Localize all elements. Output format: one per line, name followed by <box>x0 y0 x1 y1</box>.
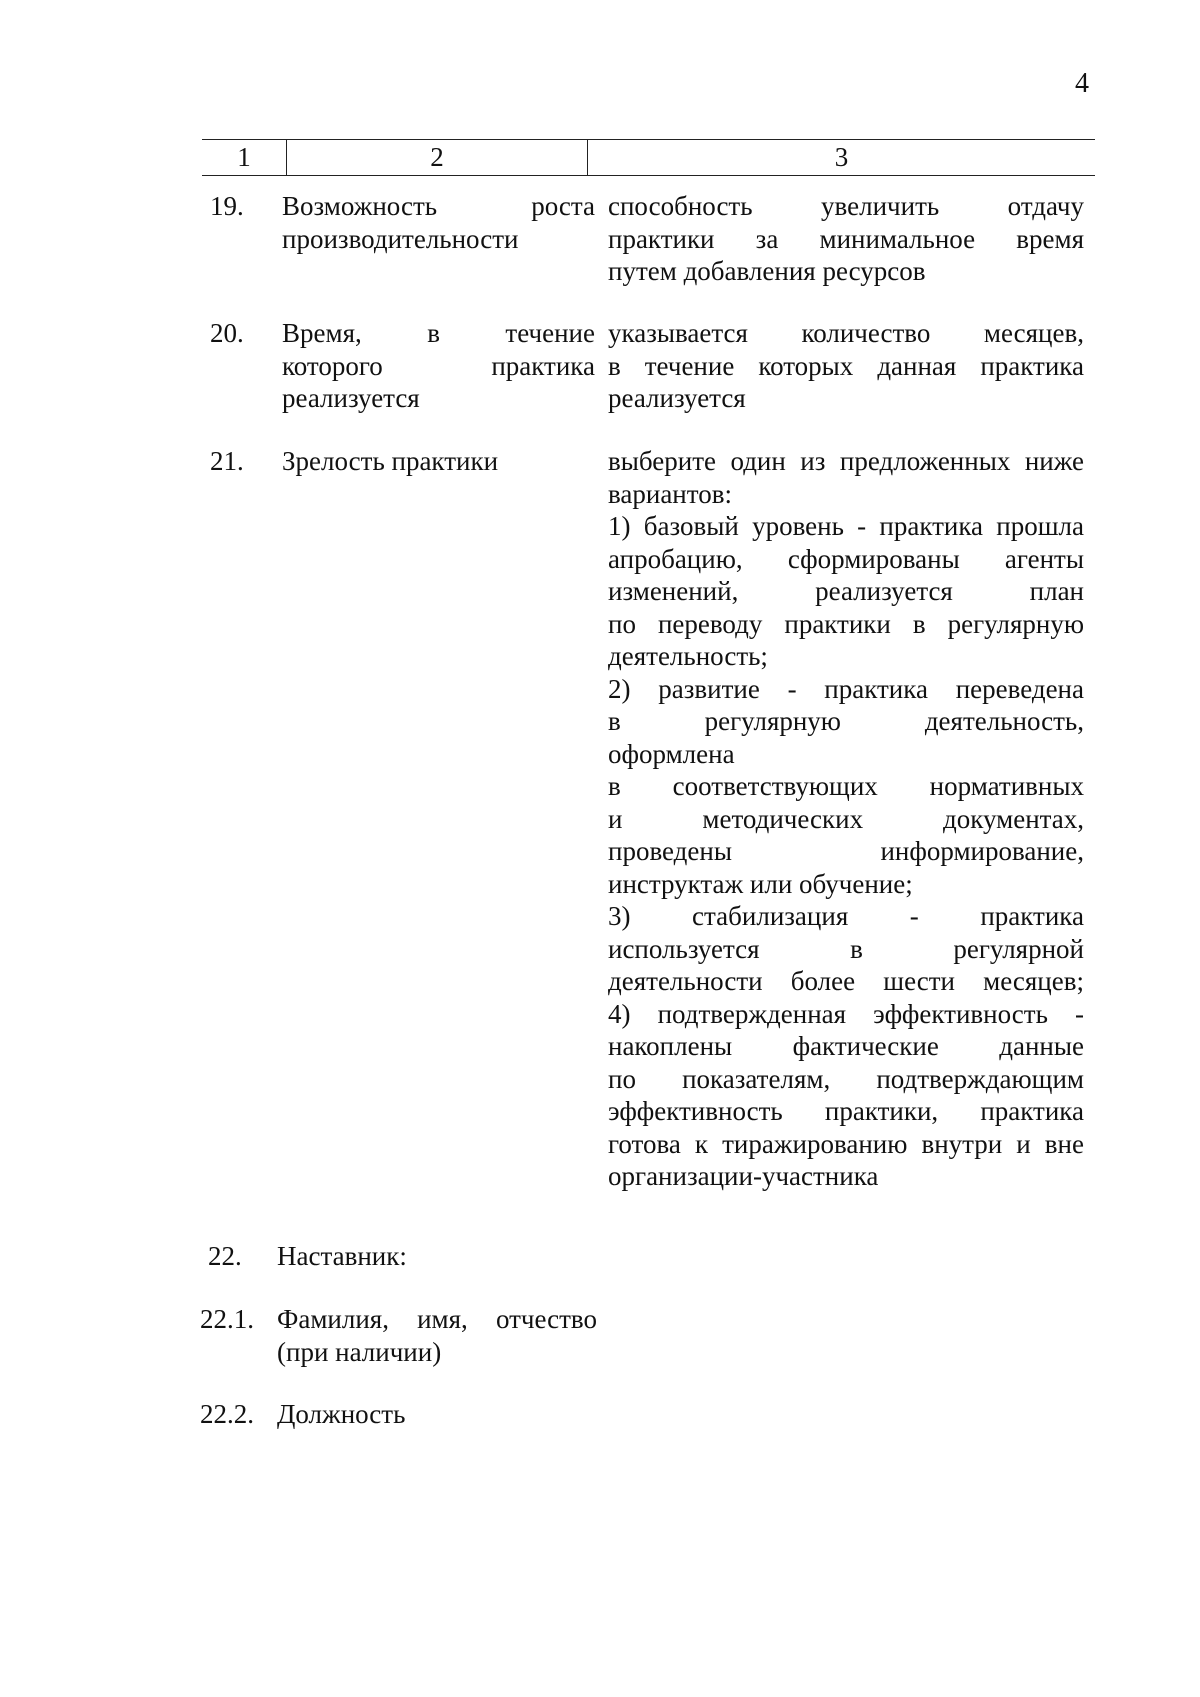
row-name <box>282 317 595 415</box>
row-desc-line: 4) подтвержденная эффективность - <box>608 998 1084 1029</box>
row-desc-line: реализуется <box>608 383 746 413</box>
row-desc-line: вариантов: <box>608 478 732 509</box>
row-name-line: Фамилия, имя, отчество <box>277 1304 597 1334</box>
row-description <box>608 445 1084 1193</box>
row-name-line: производительности <box>282 223 519 254</box>
row-desc-line: путем добавления ресурсов <box>608 256 926 286</box>
row-desc-line: апробацию, сформированы агенты <box>608 543 1084 574</box>
row-number: 21. <box>210 446 244 476</box>
header-col-1: 1 <box>237 142 251 172</box>
row-desc-line: организации-участника <box>608 1161 879 1191</box>
row-number: 22.2. <box>200 1399 254 1429</box>
row-name <box>282 445 595 478</box>
row-desc-line: в течение которых данная практика <box>608 350 1084 381</box>
row-desc-line: в соответствующих нормативных <box>608 771 1084 801</box>
row-desc-line: указывается количество месяцев, <box>608 318 1084 348</box>
row-desc-line: инструктаж или обучение; <box>608 868 913 899</box>
row-desc-line: оформлена <box>608 738 735 769</box>
row-desc-line: используется в регулярной <box>608 933 1084 964</box>
row-name <box>282 190 595 255</box>
row-desc-line: 3) стабилизация - практика <box>608 901 1084 931</box>
row-desc-line: деятельности более шести месяцев; <box>608 966 1084 996</box>
row-description <box>608 317 1084 415</box>
row-name-line: (при наличии) <box>277 1336 442 1367</box>
row-desc-line: изменений, реализуется план <box>608 576 1084 606</box>
row-desc-line: 1) базовый уровень - практика прошла <box>608 511 1084 541</box>
row-name-line: Должность <box>277 1399 406 1429</box>
row-name-line: реализуется <box>282 383 420 413</box>
row-desc-line: готова к тиражированию внутри и вне <box>608 1128 1084 1159</box>
row-number: 22. <box>208 1241 242 1271</box>
row-number: 22.1. <box>200 1304 254 1334</box>
header-col-2: 2 <box>286 140 587 175</box>
page-number: 4 <box>1075 68 1089 99</box>
row-name-line: Зрелость практики <box>282 446 499 476</box>
row-number: 20. <box>210 318 244 348</box>
mentor-label: Наставник: <box>277 1241 407 1271</box>
row-desc-line: выберите один из предложенных ниже <box>608 446 1084 476</box>
row-desc-line: проведены информирование, <box>608 836 1084 866</box>
row-desc-line: деятельность; <box>608 641 768 671</box>
row-description <box>608 190 1084 288</box>
row-number: 19. <box>210 191 244 221</box>
row-desc-line: по показателям, подтверждающим <box>608 1063 1084 1094</box>
row-desc-line: 2) развитие - практика переведена <box>608 673 1084 704</box>
row-desc-line: по переводу практики в регулярную <box>608 608 1084 639</box>
table-header-row <box>202 139 1095 176</box>
row-desc-line: эффективность практики, практика <box>608 1096 1084 1126</box>
row-name-line: Возможность роста <box>282 191 595 221</box>
row-desc-line: в регулярную деятельность, <box>608 706 1084 736</box>
row-name <box>277 1398 597 1431</box>
row-name-line: Время, в течение <box>282 318 595 348</box>
row-name-line: которого практика <box>282 350 595 381</box>
row-desc-line: способность увеличить отдачу <box>608 191 1084 221</box>
header-col-3: 3 <box>587 140 1095 175</box>
row-desc-line: и методических документах, <box>608 803 1084 834</box>
row-desc-line: практики за минимальное время <box>608 223 1084 254</box>
row-name <box>277 1303 597 1368</box>
row-desc-line: накоплены фактические данные <box>608 1031 1084 1061</box>
